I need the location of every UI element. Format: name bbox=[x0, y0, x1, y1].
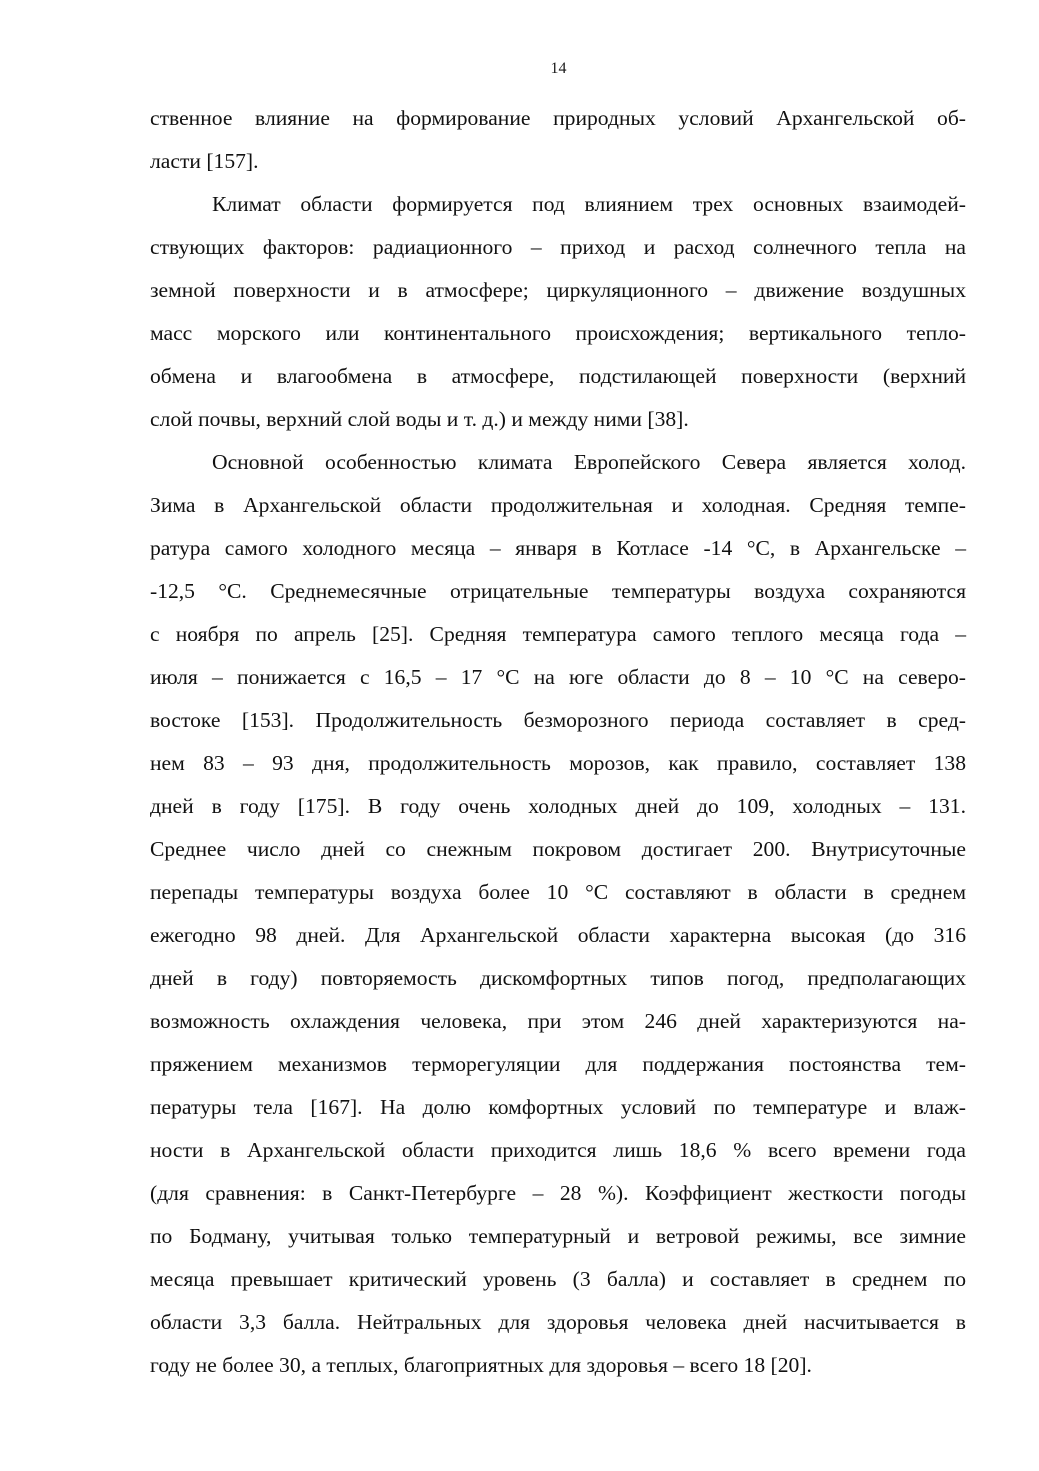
text-line: ности в Архангельской области приходится лишь 18,6 % всего времени года bbox=[150, 1138, 966, 1162]
text-line: -12,5 °С. Среднемесячные отрицательные температуры воздуха сохраняются bbox=[150, 579, 966, 603]
text-line: перепады температуры воздуха более 10 °С составляют в области в среднем bbox=[150, 880, 966, 904]
text-line: слой почвы, верхний слой воды и т. д.) и между ними [38]. bbox=[150, 407, 689, 431]
text-line: дней в году) повторяемость дискомфортных типов погод, предполагающих bbox=[150, 966, 966, 990]
paragraph bbox=[150, 441, 966, 1387]
text-line: области 3,3 балла. Нейтральных для здоровья человека дней насчитывается в bbox=[150, 1310, 966, 1334]
text-line: июля – понижается с 16,5 – 17 °С на юге области до 8 – 10 °С на северо- bbox=[150, 665, 966, 689]
text-line: году не более 30, а теплых, благоприятных для здоровья – всего 18 [20]. bbox=[150, 1353, 812, 1377]
paragraph bbox=[150, 97, 966, 183]
text-line: ласти [157]. bbox=[150, 149, 259, 173]
document-body bbox=[150, 97, 966, 1387]
text-line: ратура самого холодного месяца – января в Котласе -14 °С, в Архангельске – bbox=[150, 536, 966, 560]
text-line: дней в году [175]. В году очень холодных дней до 109, холодных – 131. bbox=[150, 794, 966, 818]
text-line: месяца превышает критический уровень (3 балла) и составляет в среднем по bbox=[150, 1267, 966, 1291]
text-line: Зима в Архангельской области продолжительная и холодная. Средняя темпе- bbox=[150, 493, 966, 517]
text-line: ствующих факторов: радиационного – приход и расход солнечного тепла на bbox=[150, 235, 966, 259]
page-number: 14 bbox=[550, 60, 567, 77]
text-line: ственное влияние на формирование природных условий Архангельской об- bbox=[150, 106, 966, 130]
text-line: востоке [153]. Продолжительность безморозного периода составляет в сред- bbox=[150, 708, 966, 732]
text-line: возможность охлаждения человека, при этом 246 дней характеризуются на- bbox=[150, 1009, 966, 1033]
text-line: Среднее число дней со снежным покровом достигает 200. Внутрисуточные bbox=[150, 837, 966, 861]
text-line: обмена и влагообмена в атмосфере, подстилающей поверхности (верхний bbox=[150, 364, 966, 388]
text-line: с ноября по апрель [25]. Средняя температура самого теплого месяца года – bbox=[150, 622, 966, 646]
text-line: пряжением механизмов терморегуляции для поддержания постоянства тем- bbox=[150, 1052, 966, 1076]
text-line: (для сравнения: в Санкт-Петербурге – 28 %). Коэффициент жесткости погоды bbox=[150, 1181, 966, 1205]
text-line: ежегодно 98 дней. Для Архангельской области характерна высокая (до 316 bbox=[150, 923, 966, 947]
text-line: земной поверхности и в атмосфере; циркуляционного – движение воздушных bbox=[150, 278, 966, 302]
text-line: Основной особенностью климата Европейского Севера является холод. bbox=[212, 450, 966, 474]
text-line: нем 83 – 93 дня, продолжительность морозов, как правило, составляет 138 bbox=[150, 751, 966, 775]
text-line: пературы тела [167]. На долю комфортных условий по температуре и влаж- bbox=[150, 1095, 966, 1119]
text-line: Климат области формируется под влиянием трех основных взаимодей- bbox=[212, 192, 966, 216]
text-line: масс морского или континентального происхождения; вертикального тепло- bbox=[150, 321, 966, 345]
paragraph bbox=[150, 183, 966, 441]
text-line: по Бодману, учитывая только температурный и ветровой режимы, все зимние bbox=[150, 1224, 966, 1248]
